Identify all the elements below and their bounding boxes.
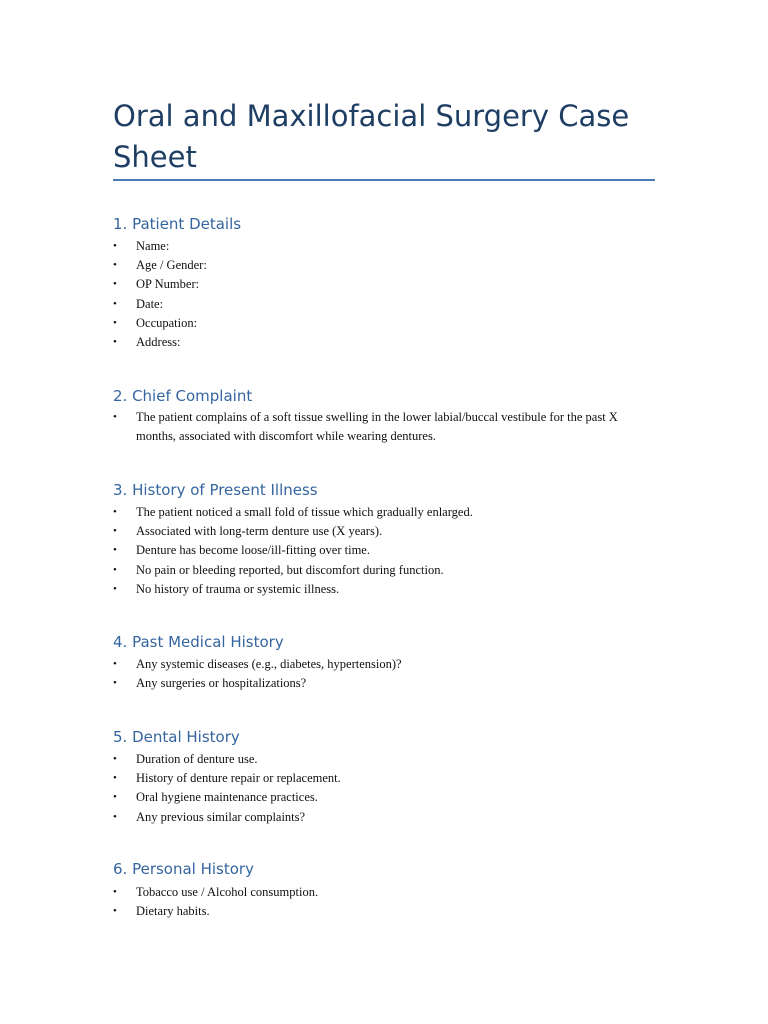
bullet: • — [113, 810, 117, 823]
list-item: • Any previous similar complaints? — [113, 808, 658, 827]
list-item: • Denture has become loose/ill-fitting over time. — [113, 541, 658, 560]
bullet: • — [113, 506, 117, 518]
list-item: • Oral hygiene maintenance practices. — [113, 788, 658, 807]
bullet: • — [113, 544, 117, 557]
list-item: • Address: — [113, 333, 658, 352]
list-item: • Name: — [113, 237, 658, 256]
list-item: • OP Number: — [113, 275, 658, 294]
section-heading-past-medical-history: 4. Past Medical History — [113, 633, 284, 651]
bullet: • — [113, 905, 117, 918]
section-heading-chief-complaint: 2. Chief Complaint — [113, 387, 253, 405]
bullet: • — [113, 259, 117, 272]
chief-complaint-list — [113, 408, 658, 446]
list-item: • Tobacco use / Alcohol consumption. — [113, 883, 658, 902]
list-item: • Date: — [113, 295, 658, 314]
list-item: • Dietary habits. — [113, 902, 658, 921]
bullet: • — [113, 886, 117, 898]
list-item: • Occupation: — [113, 314, 658, 333]
list-item: • Age / Gender: — [113, 256, 658, 275]
list-item: • History of denture repair or replacement. — [113, 769, 658, 788]
personal-history-list — [113, 883, 658, 921]
bullet: • — [113, 336, 117, 349]
bullet: • — [113, 563, 117, 576]
list-item: • Duration of denture use. — [113, 750, 658, 769]
title-underline — [113, 179, 655, 181]
list-item: • Any surgeries or hospitalizations? — [113, 674, 658, 693]
bullet: • — [113, 677, 117, 690]
list-item: • The patient noticed a small fold of tissue which gradually enlarged. — [113, 503, 658, 522]
section-heading-patient-details: 1. Patient Details — [113, 215, 242, 233]
section-heading-dental-history: 5. Dental History — [113, 728, 240, 746]
list-item: • No pain or bleeding reported, but discomfort during function. — [113, 561, 658, 580]
bullet: • — [113, 278, 117, 291]
bullet: • — [113, 525, 117, 538]
bullet: • — [113, 772, 117, 785]
bullet: • — [113, 316, 117, 329]
bullet: • — [113, 411, 117, 423]
bullet: • — [113, 297, 117, 310]
section-heading-personal-history: 6. Personal History — [113, 860, 254, 878]
bullet: • — [113, 240, 117, 252]
list-item: • Any systemic diseases (e.g., diabetes, hypertension)? — [113, 655, 658, 674]
section-heading-present-illness: 3. History of Present Illness — [113, 481, 318, 499]
page-title: Oral and Maxillofacial Surgery Case Sheet — [113, 99, 630, 174]
list-item: • Associated with long-term denture use (X years). — [113, 522, 658, 541]
list-item: • No history of trauma or systemic illness. — [113, 580, 658, 599]
list-item: • The patient complains of a soft tissue swelling in the lower labial/buccal vestibule for the past X months, associated with discomfort while wearing dentures. — [113, 410, 618, 444]
past-medical-history-list — [113, 655, 658, 693]
bullet: • — [113, 791, 117, 804]
dental-history-list — [113, 750, 658, 827]
bullet: • — [113, 582, 117, 595]
patient-details-list — [113, 237, 658, 352]
bullet: • — [113, 658, 117, 670]
present-illness-list — [113, 503, 658, 599]
bullet: • — [113, 753, 117, 765]
